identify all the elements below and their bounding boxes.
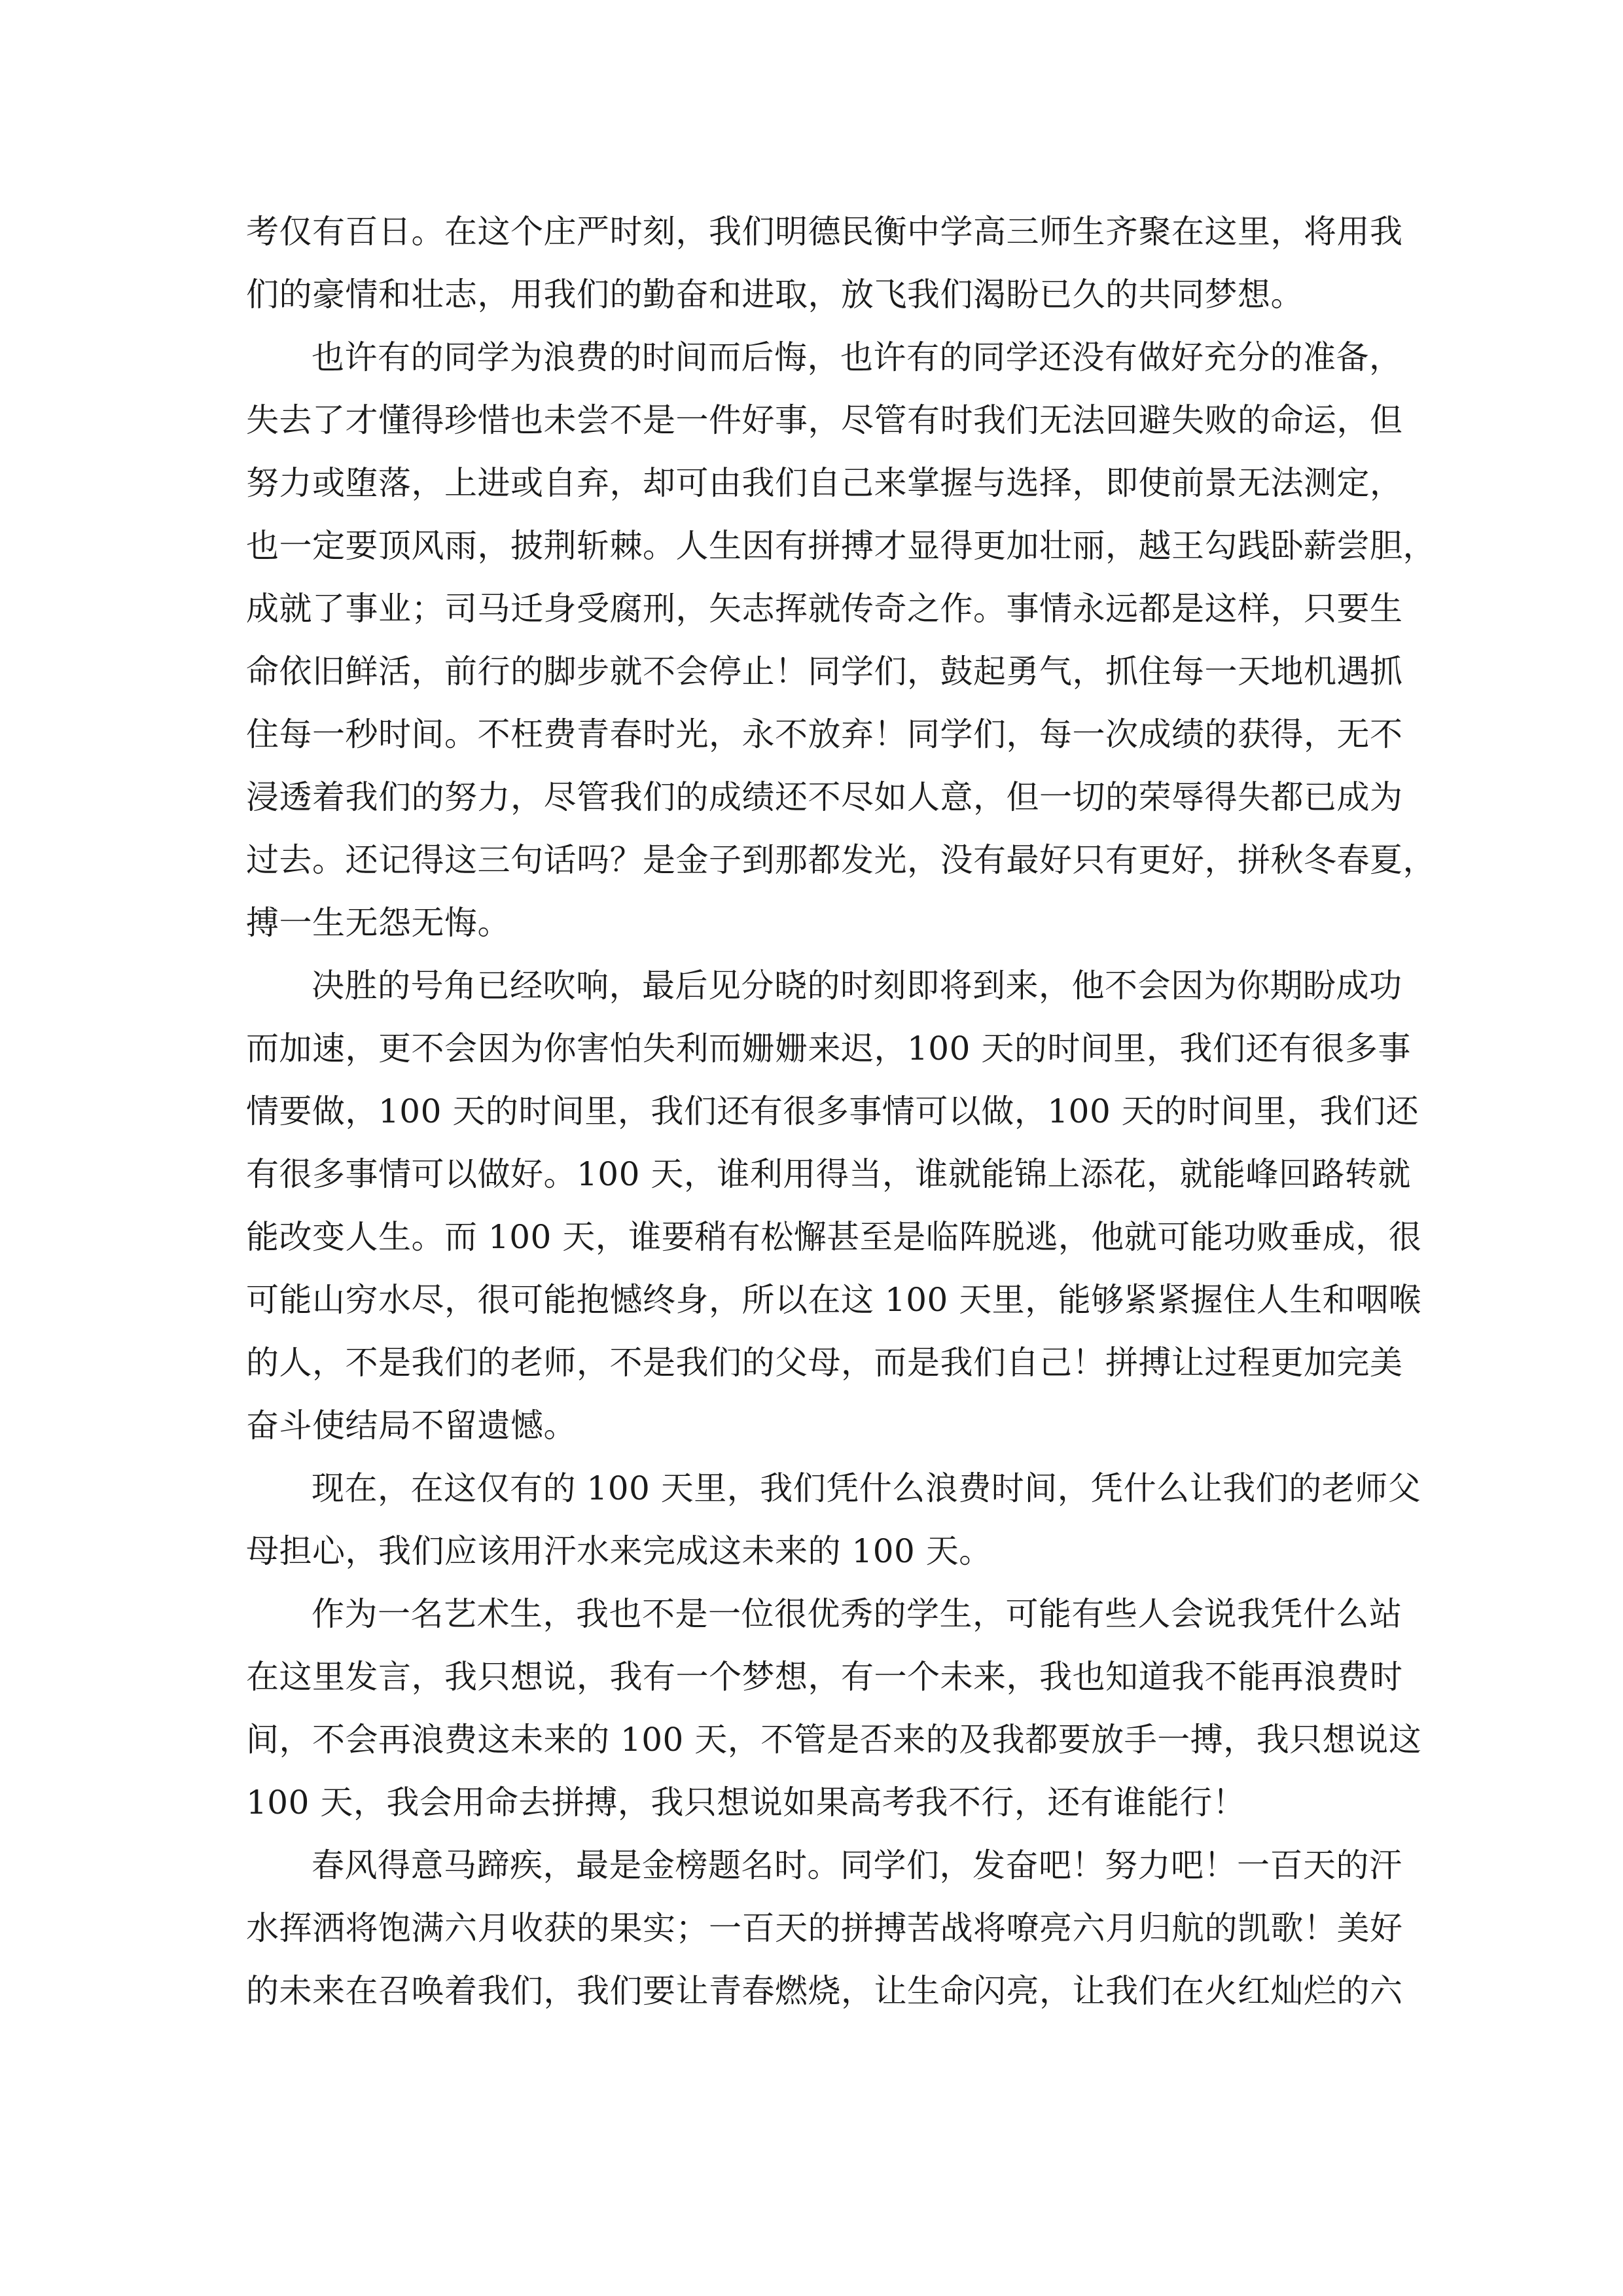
text-line: 命依旧鲜活，前行的脚步就不会停止！同学们，鼓起勇气，抓住每一天地机遇抓 <box>246 653 1403 691</box>
paragraph <box>246 1457 1421 1583</box>
text-line: 失去了才懂得珍惜也未尝不是一件好事，尽管有时我们无法回避失败的命运，但 <box>246 401 1403 439</box>
text-line: 能改变人生。而 100 天，谁要稍有松懈甚至是临阵脱逃，他就可能功败垂成，很 <box>246 1218 1422 1256</box>
text-line: 住每一秒时间。不枉费青春时光，永不放弃！同学们，每一次成绩的获得，无不 <box>246 715 1403 753</box>
text-line: 成就了事业；司马迁身受腐刑，矢志挥就传奇之作。事情永远都是这样，只要生 <box>246 590 1403 628</box>
text-line: 水挥洒将饱满六月收获的果实；一百天的拼搏苦战将嘹亮六月归航的凯歌！美好 <box>246 1909 1403 1947</box>
text-line: 浸透着我们的努力，尽管我们的成绩还不尽如人意，但一切的荣辱得失都已成为 <box>246 778 1403 816</box>
text-line: 可能山穷水尽，很可能抱憾终身，所以在这 100 天里，能够紧紧握住人生和咽喉 <box>246 1281 1422 1319</box>
text-line: 考仅有百日。在这个庄严时刻，我们明德民衡中学高三师生齐聚在这里，将用我 <box>246 213 1403 251</box>
text-line: 春风得意马蹄疾，最是金榜题名时。同学们，发奋吧！努力吧！一百天的汗 <box>312 1846 1402 1884</box>
text-line: 奋斗使结局不留遗憾。 <box>246 1407 577 1444</box>
text-line: 母担心，我们应该用汗水来完成这未来的 100 天。 <box>246 1532 992 1570</box>
paragraph <box>246 200 1403 326</box>
text-line: 100 天，我会用命去拼搏，我只想说如果高考我不行，还有谁能行！ <box>246 1784 1246 1821</box>
text-line: 而加速，更不会因为你害怕失利而姗姗来迟，100 天的时间里，我们还有很多事 <box>246 1030 1411 1067</box>
document-body <box>246 200 1436 2022</box>
text-line: 也许有的同学为浪费的时间而后悔，也许有的同学还没有做好充分的准备， <box>312 338 1402 376</box>
paragraph <box>246 1834 1403 2022</box>
text-line: 决胜的号角已经吹响，最后见分晓的时刻即将到来，他不会因为你期盼成功 <box>312 967 1402 1005</box>
paragraph <box>246 954 1422 1457</box>
text-line: 过去。还记得这三句话吗？是金子到那都发光，没有最好只有更好，拼秋冬春夏， <box>246 841 1436 879</box>
text-line: 在这里发言，我只想说，我有一个梦想，有一个未来，我也知道我不能再浪费时 <box>246 1658 1403 1696</box>
text-line: 有很多事情可以做好。100 天，谁利用得当，谁就能锦上添花，就能峰回路转就 <box>246 1155 1411 1193</box>
text-line: 搏一生无怨无悔。 <box>246 904 510 942</box>
text-line: 间，不会再浪费这未来的 100 天，不管是否来的及我都要放手一搏，我只想说这 <box>246 1721 1422 1759</box>
text-line: 作为一名艺术生，我也不是一位很优秀的学生，可能有些人会说我凭什么站 <box>312 1595 1402 1633</box>
paragraph <box>246 1583 1422 1834</box>
text-line: 现在，在这仅有的 100 天里，我们凭什么浪费时间，凭什么让我们的老师父 <box>312 1469 1421 1507</box>
paragraph <box>246 326 1436 954</box>
text-line: 情要做，100 天的时间里，我们还有很多事情可以做，100 天的时间里，我们还 <box>246 1092 1419 1130</box>
text-line: 的未来在召唤着我们，我们要让青春燃烧，让生命闪亮，让我们在火红灿烂的六 <box>246 1972 1403 2010</box>
text-line: 的人，不是我们的老师，不是我们的父母，而是我们自己！拼搏让过程更加完美 <box>246 1344 1403 1382</box>
text-line: 努力或堕落，上进或自弃，却可由我们自己来掌握与选择，即使前景无法测定， <box>246 464 1403 502</box>
text-line: 也一定要顶风雨，披荆斩棘。人生因有拼搏才显得更加壮丽，越王勾践卧薪尝胆， <box>246 527 1436 565</box>
text-line: 们的豪情和壮志，用我们的勤奋和进取，放飞我们渴盼已久的共同梦想。 <box>246 276 1304 314</box>
